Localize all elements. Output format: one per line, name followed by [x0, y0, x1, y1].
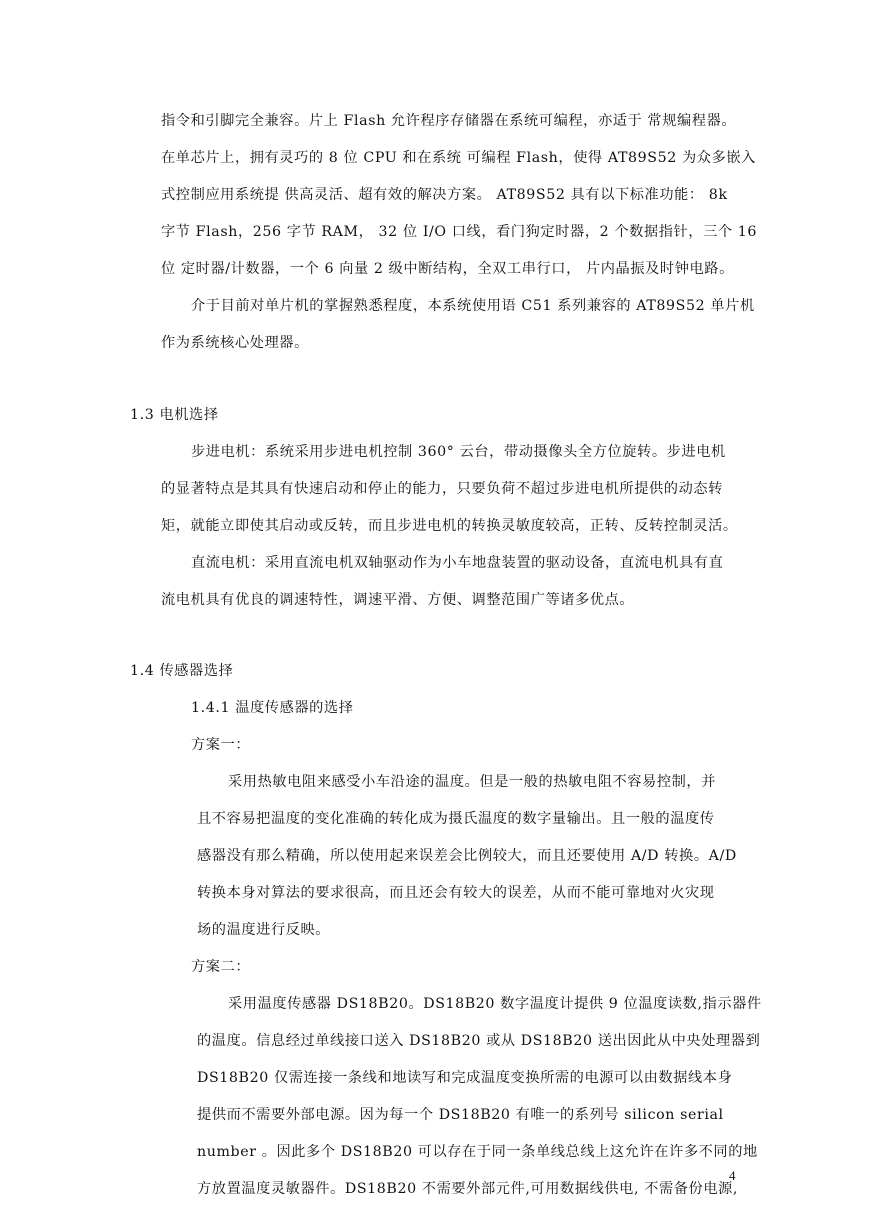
paragraph-line: 方放置温度灵敏器件。DS18B20 不需要外部元件,可用数据线供电, 不需备份电源, — [197, 1181, 739, 1197]
paragraph-line: 指令和引脚完全兼容。片上 Flash 允许程序存储器在系统可编程，亦适于 常规编程器。 — [161, 113, 737, 129]
paragraph-line: 字节 Flash，256 字节 RAM， 32 位 I/O 口线，看门狗定时器，2 个数据指针，三个 16 — [161, 224, 758, 240]
page-number: 4 — [729, 1168, 736, 1183]
option-heading-2: 方案二： — [191, 959, 251, 975]
paragraph-line: 位 定时器/计数器，一个 6 向量 2 级中断结构，全双工串行口， 片内晶振及时钟电路。 — [161, 261, 734, 277]
paragraph-line: 流电机具有优良的调速特性，调速平滑、方便、调整范围广等诸多优点。 — [161, 592, 635, 608]
paragraph-line: 的温度。信息经过单线接口送入 DS18B20 或从 DS18B20 送出因此从中央处理器到 — [197, 1033, 761, 1049]
paragraph-line: 场的温度进行反映。 — [197, 922, 331, 938]
paragraph-line: 式控制应用系统提 供高灵活、超有效的解决方案。 AT89S52 具有以下标准功能： 8k — [161, 187, 728, 203]
subsection-heading-1-4-1: 1.4.1 温度传感器的选择 — [191, 700, 354, 716]
section-heading-1-3: 1.3 电机选择 — [130, 407, 219, 423]
paragraph-line: 且不容易把温度的变化准确的转化成为摄氏温度的数字量输出。且一般的温度传 — [197, 811, 715, 827]
section-heading-1-4: 1.4 传感器选择 — [130, 663, 234, 679]
paragraph-line: 采用温度传感器 DS18B20。DS18B20 数字温度计提供 9 位温度读数,指示器件 — [228, 996, 762, 1012]
paragraph-line: DS18B20 仅需连接一条线和地读写和完成温度变换所需的电源可以由数据线本身 — [197, 1070, 733, 1086]
paragraph-line: 步进电机：系统采用步进电机控制 360° 云台，带动摄像头全方位旋转。步进电机 — [191, 444, 726, 460]
paragraph-line: 作为系统核心处理器。 — [161, 335, 309, 351]
paragraph-line: 的显著特点是其具有快速启动和停止的能力，只要负荷不超过步进电机所提供的动态转 — [161, 481, 723, 497]
paragraph-line: 在单芯片上，拥有灵巧的 8 位 CPU 和在系统 可编程 Flash，使得 AT89S52 为众多嵌入 — [161, 150, 756, 166]
paragraph-line: 采用热敏电阻来感受小车沿途的温度。但是一般的热敏电阻不容易控制，并 — [228, 774, 716, 790]
paragraph-line: 提供而不需要外部电源。因为每一个 DS18B20 有唯一的系列号 silicon serial — [197, 1107, 724, 1123]
paragraph-line: 矩，就能立即使其启动或反转，而且步进电机的转换灵敏度较高，正转、反转控制灵活。 — [161, 518, 738, 534]
paragraph-line: 直流电机：采用直流电机双轴驱动作为小车地盘装置的驱动设备，直流电机具有直 — [191, 555, 724, 571]
option-heading-1: 方案一： — [191, 737, 251, 753]
paragraph-line: number 。因此多个 DS18B20 可以存在于同一条单线总线上这允许在许多不同的地 — [197, 1144, 758, 1160]
paragraph-line: 介于目前对单片机的掌握熟悉程度，本系统使用语 C51 系列兼容的 AT89S52 单片机 — [191, 298, 755, 314]
paragraph-line: 感器没有那么精确，所以使用起来误差会比例较大，而且还要使用 A/D 转换。A/D — [197, 848, 737, 864]
paragraph-line: 转换本身对算法的要求很高，而且还会有较大的误差，从而不能可靠地对火灾现 — [197, 885, 715, 901]
